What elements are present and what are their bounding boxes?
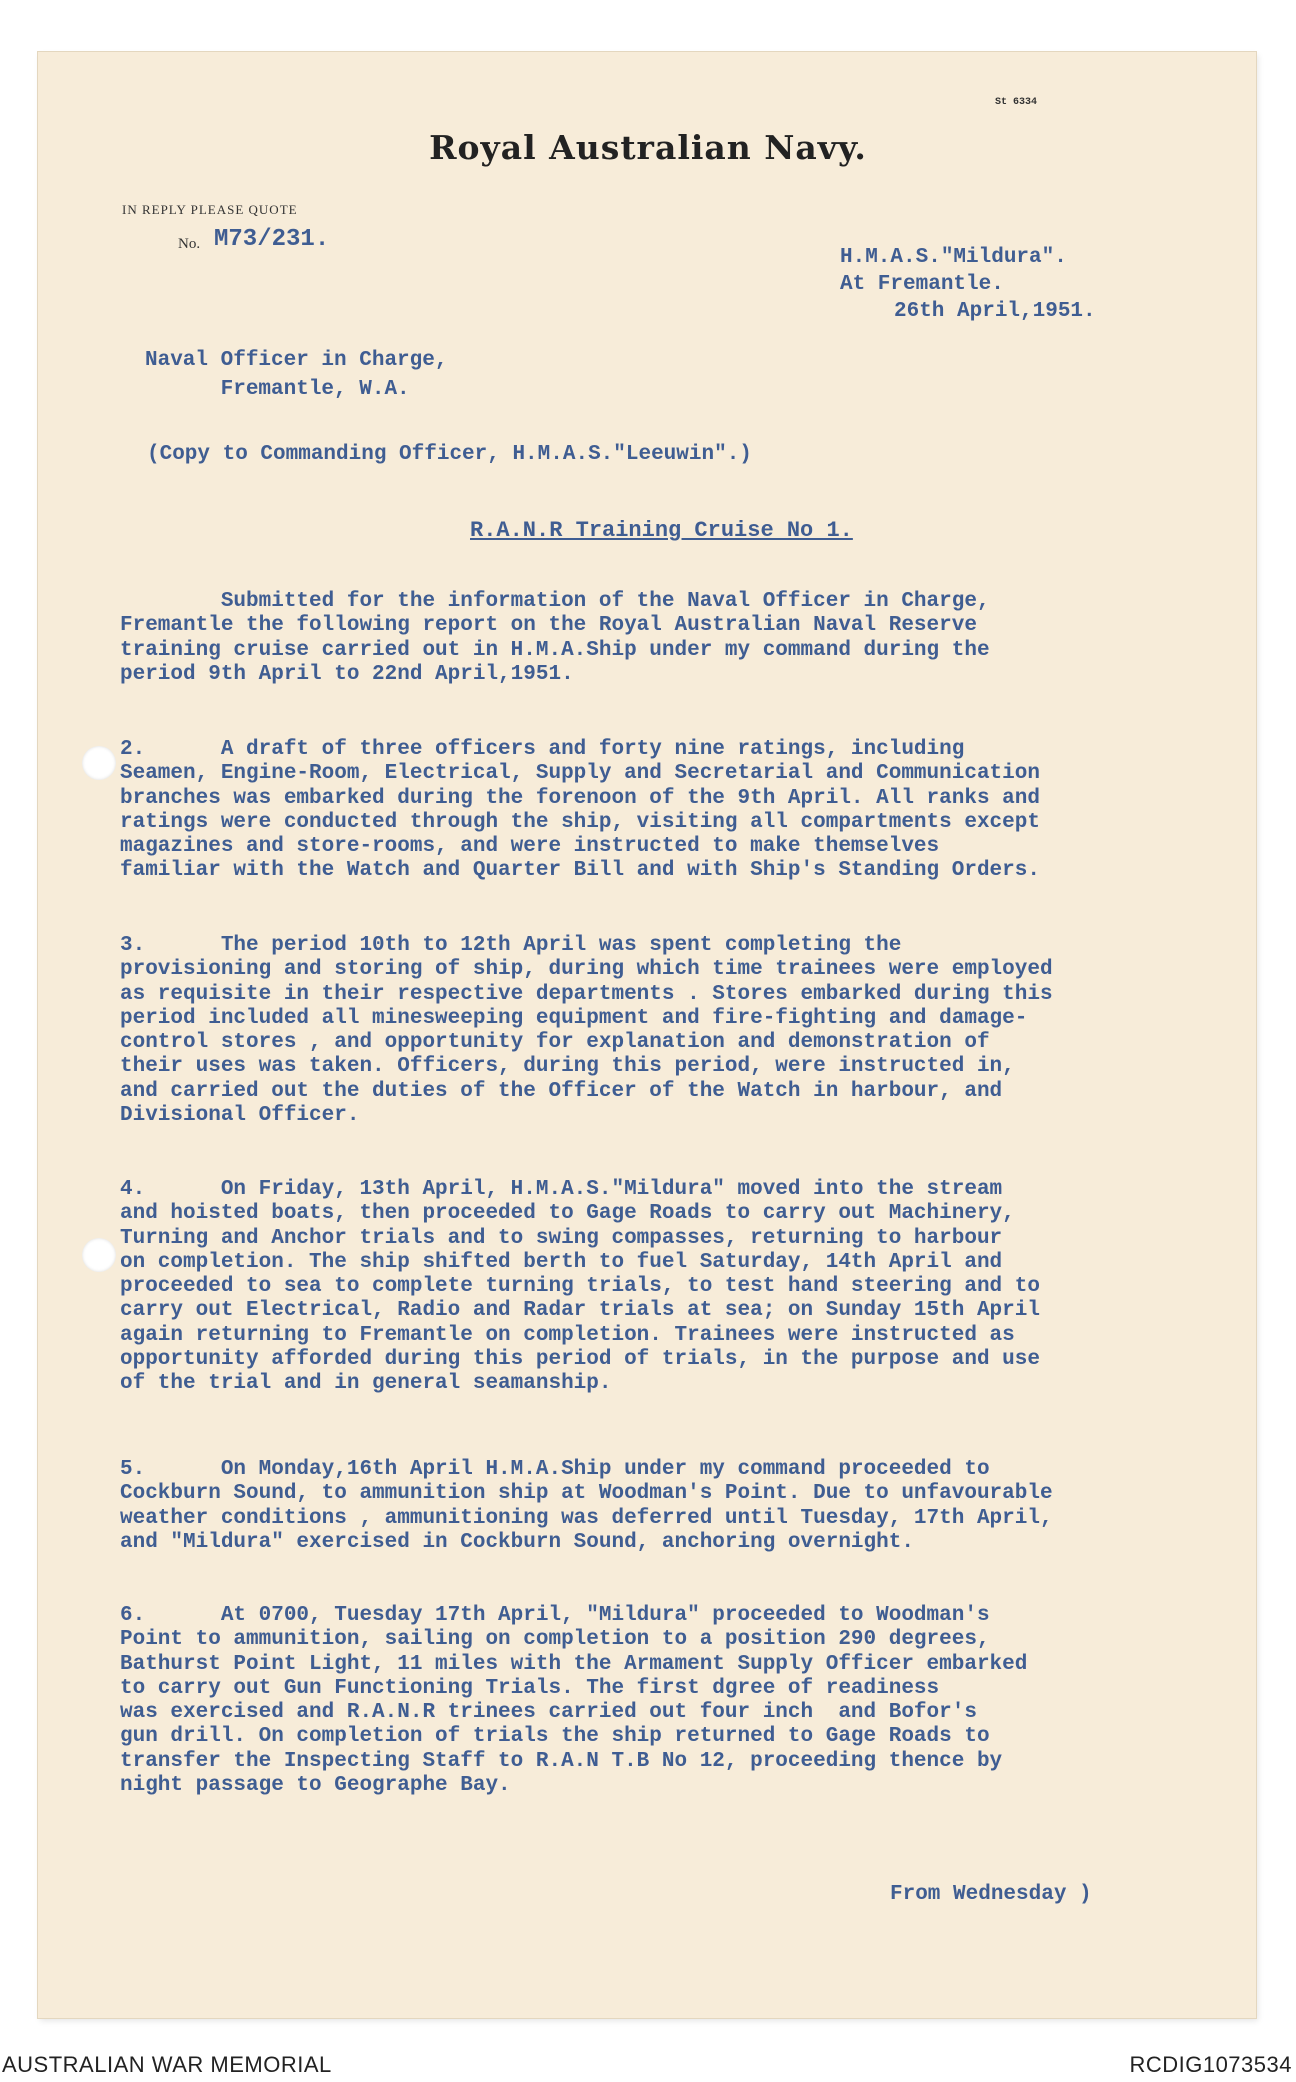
addressee-line: Naval Officer in Charge, (145, 349, 448, 372)
paragraph-2: 2. A draft of three officers and forty nine ratings, including Seamen, Engine-Room, Electrical, Supply and Secretarial and Communication branches was embarked during the forenoon of the 9th April. All ranks and ratings were conducted through the ship, visiting all compartments except magazines and store-rooms, and were instructed to make themselves familiar with the Watch and Quarter Bill and with Ship's Standing Orders. (120, 738, 1040, 883)
continuation-note: From Wednesday ) (890, 1883, 1092, 1906)
reply-quote-label: IN REPLY PLEASE QUOTE (122, 202, 298, 217)
number-label: No. (178, 236, 201, 252)
copy-to: (Copy to Commanding Officer, H.M.A.S."Leeuwin".) (147, 443, 752, 466)
form-number: St 6334 (995, 97, 1038, 108)
footer-source: AUSTRALIAN WAR MEMORIAL (2, 2052, 332, 2077)
paragraph-4: 4. On Friday, 13th April, H.M.A.S."Mildura" moved into the stream and hoisted boats, then proceeded to Gage Roads to carry out Machinery, Turning and Anchor trials and to swing compasses, returning to harbour on completion. The ship shifted berth to fuel Saturday, 14th April and proceeded to sea to complete turning trials, to test hand steering and to carry out Electrical, Radio and Radar trials at sea; on Sunday 15th April again returning to Fremantle on completion. Trainees were instructed as opportunity afforded during this period of trials, in the purpose and use of the trial and in general seamanship. (120, 1178, 1040, 1396)
paragraph-6: 6. At 0700, Tuesday 17th April, "Mildura" proceeded to Woodman's Point to ammunition, sailing on completion to a position 290 degrees, Bathurst Point Light, 11 miles with the Armament Supply Officer embarked to carry out Gun Functioning Trials. The first dgree of readiness was exercised and R.A.N.R trinees carried out four inch and Bofor's gun drill. On completion of trials the ship returned to Gage Roads to transfer the Inspecting Staff to R.A.N T.B No 12, proceeding thence by night passage to Geographe Bay. (120, 1604, 1028, 1798)
sender-line: 26th April,1951. (894, 300, 1096, 323)
addressee-line: Fremantle, W.A. (145, 378, 410, 401)
letterhead: Royal Australian Navy. (429, 128, 867, 167)
reference-number: M73/231. (214, 226, 330, 253)
paragraph-5: 5. On Monday,16th April H.M.A.Ship under my command proceeded to Cockburn Sound, to ammunition ship at Woodman's Point. Due to unfavourable weather conditions , ammunitioning was deferred until Tuesday, 17th April, and "Mildura" exercised in Cockburn Sound, anchoring overnight. (120, 1458, 1053, 1554)
footer-id: RCDIG1073534 (1129, 2052, 1292, 2077)
addressee-block (145, 346, 447, 404)
paragraph-1: Submitted for the information of the Naval Officer in Charge, Fremantle the following report on the Royal Australian Naval Reserve training cruise carried out in H.M.A.Ship under my command during the period 9th April to 22nd April,1951. (120, 590, 990, 686)
paragraph-3: 3. The period 10th to 12th April was spent completing the provisioning and storing of ship, during which time trainees were employed as requisite in their respective departments . Stores embarked during this period included all minesweeping equipment and fire-fighting and damage- control stores , and opportunity for explanation and demonstration of their uses was taken. Officers, during this period, were instructed in, and carried out the duties of the Officer of the Watch in harbour, and Divisional Officer. (120, 934, 1053, 1128)
sender-line: At Fremantle. (840, 273, 1004, 296)
punch-hole (82, 1238, 116, 1272)
sender-line: H.M.A.S."Mildura". (840, 246, 1067, 269)
punch-hole (82, 746, 116, 780)
subject-heading: R.A.N.R Training Cruise No 1. (470, 518, 853, 543)
sender-block (840, 244, 1096, 325)
